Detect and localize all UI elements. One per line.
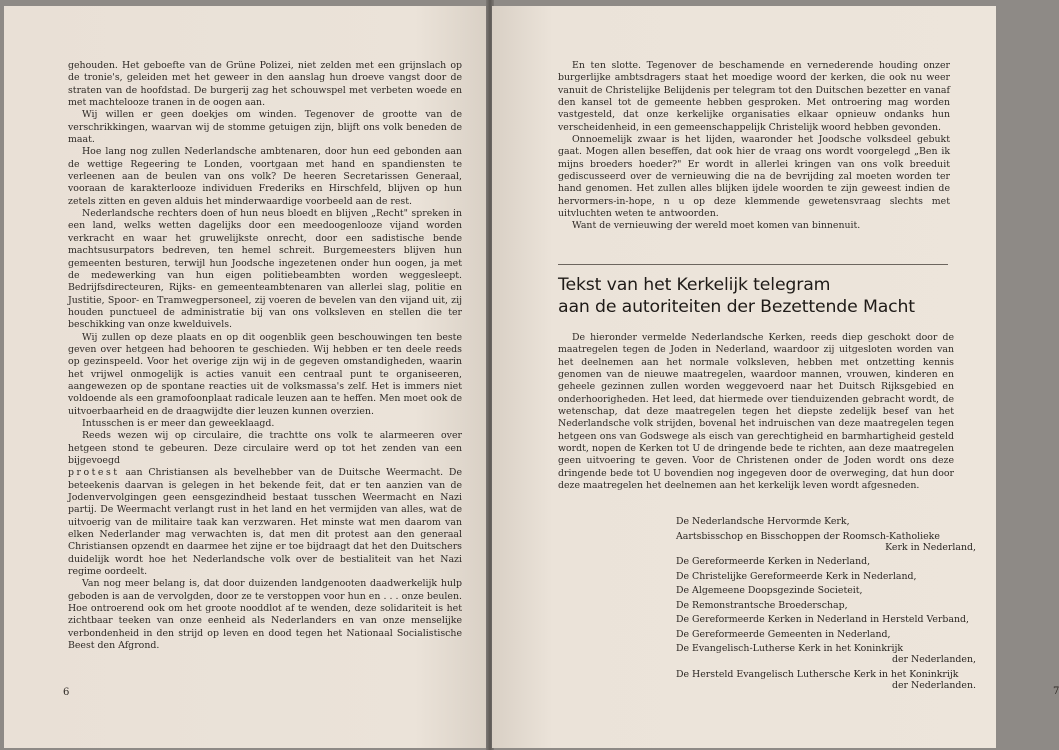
heading-line: aan de autoriteiten der Bezettende Macht bbox=[558, 297, 915, 317]
signatory: De Christelijke Gereformeerde Kerk in Nederland, bbox=[676, 570, 917, 582]
paragraph: Nederlandsche rechters doen of hun neus bloedt en blijven „Recht" spreken in een land, welks wetten dagelijks door een meedoogenlooze vijand worden verkracht en waar het gruwelijkste onrecht, door een sadistische bende machtsusurpators bedreven, ten hemel schreit. Burgemeesters blijven hun gemeenten besturen, terwijl hun Joodsche ingezetenen onder hun oogen, ja met de medewerking van hun eigen politiebeambten worden weggesleept. Bedrijfsdirecteuren, Rijks- en gemeenteambtenaren van allerlei slag, politie en Justitie, Spoor- en Tramwegpersoneel, zij voeren de bevelen van den vijand uit, zij houden punctueel de administratie bij van ons volksleven en stellen die ter beschikking van onze kwelduivels. bbox=[68, 208, 462, 331]
paragraph: Intusschen is er meer dan geweeklaagd. bbox=[82, 417, 275, 429]
signatory: De Evangelisch-Lutherse Kerk in het Koninkrijk der Nederlanden, bbox=[676, 643, 976, 666]
signatory: De Algemeene Doopsgezinde Societeit, bbox=[676, 585, 863, 597]
paragraph: De hieronder vermelde Nederlandsche Kerken, reeds diep geschokt door de maatregelen tegen de Joden in Nederland, waardoor zij uitgesloten worden van het deelnemen aan het normale volksleven, hebben met ontzetting kennis genomen van de nieuwe maatregelen, waardoor mannen, vrouwen, kinderen en geheele gezinnen zullen worden weggevoerd naar het Duitsch Rijksgebied en onderhoorigheden. Het leed, dat hiermede over tienduizenden gebracht wordt, de wetenschap, dat deze maatregelen tegen het diepste zedelijk besef van het Nederlandsche volk strijden, bovenal het indruischen van deze maatregelen tegen hetgeen ons van Godswege als eisch van gerechtigheid en barmhartigheid gesteld wordt, nopen de Kerken tot U de dringende bede te richten, aan deze maatregelen geen uitvoering te geven. Voor de Christenen onder de Joden wordt ons deze dringende bede tot U bovendien nog ingegeven door de overweging, dat hun door deze maatregelen het deelnemen aan het kerkelijk leven wordt afgesneden. bbox=[558, 332, 954, 492]
page-number: 7 bbox=[1053, 686, 1059, 697]
paragraph bbox=[68, 467, 462, 578]
section-divider bbox=[558, 264, 948, 265]
paragraph: Reeds wezen wij op circulaire, die trachtte ons volk te alarmeeren over hetgeen stond te gebeuren. Deze circulaire werd op tot het zenden van een bijgevoegd bbox=[68, 430, 462, 466]
paragraph: Wij zullen op deze plaats en op dit oogenblik geen beschouwingen ten beste geven over hetgeen had behooren te geschieden. Wij hebben er ten deele reeds op gezinspeeld. Voor het overige zijn wij in de gegeven omstandigheden, waarin het vrijwel onmogelijk is acties vanuit een centraal punt te organiseeren, aangewezen op de spontane reacties uit de volksmassa's zelf. Het is immers niet voldoende als een gramofoonplaat radicale leuzen aan te heffen. Men moet ook de uitvoerbaarheid en de draagwijdte dier leuzen kunnen overzien. bbox=[68, 331, 462, 417]
signatory: De Gereformeerde Gemeenten in Nederland, bbox=[676, 628, 891, 640]
signatory: De Hersteld Evangelisch Luthersche Kerk in het Koninkrijk der Nederlanden. bbox=[676, 668, 976, 692]
paragraph: gehouden. Het geboefte van de Grüne Polizei, niet zelden met een grijnslach op de tronie's, geleiden met het geweer in den aanslag hun droeve vangst door de straten van de hoofdstad. De burgerij zag het schouwspel met verbeten woede en met machtelooze tranen in de oogen aan. bbox=[68, 60, 462, 109]
page-number: 6 bbox=[63, 687, 70, 698]
paragraph: Hoe lang nog zullen Nederlandsche ambtenaren, door hun eed gebonden aan de wettige Regeering te Londen, voortgaan met hand en spandiensten te verleenen aan de beulen van ons volk? De heeren Secretarissen Generaal, vooraan de karakterlooze individuen Frederiks en Hirschfeld, blijven op hun zetels zitten en geven alduis het minderwaardige voorbeeld aan de rest. bbox=[68, 146, 462, 207]
right-page-intro bbox=[558, 60, 950, 233]
signatory: Aartsbisschop en Bisschoppen der Roomsch-Katholieke Kerk in Nederland, bbox=[676, 530, 976, 553]
signatory: De Nederlandsche Hervormde Kerk, bbox=[676, 516, 850, 527]
paragraph: Want de vernieuwing der wereld moet komen van binnenuit. bbox=[572, 220, 861, 232]
signatory: De Remonstrantsche Broederschap, bbox=[676, 599, 848, 611]
heading-line: Tekst van het Kerkelijk telegram bbox=[558, 275, 831, 295]
paragraph-continuation: aan Christiansen als bevelhebber van de Duitsche Weermacht. De beteekenis daarvan is gelegen in het bekende feit, dat er ten aanzien van de Jodenvervolgingen geen eensgezindheid bestaat tusschen Weermacht en Nazi partij. De Weermacht verlangt rust in het land en het vermijden van alles, wat de uitvoerig van de militaire taak kan verzwaren. Het minste wat men daarom van elken Nederlander mag verwachten is, dat men dit protest aan den generaal Christiansen opzendt en daarmee het zijne er toe bijdraagt dat het den Duitschers duidelijk wordt hoe het Nederlandsche volk over de bestialiteit van het Nazi regime oordeelt. bbox=[68, 467, 462, 578]
left-page-text bbox=[68, 60, 462, 653]
protest-word: protest bbox=[68, 467, 120, 479]
signatories-list bbox=[676, 516, 976, 695]
paragraph: Onnoemelijk zwaar is het lijden, waaronder het Joodsche volksdeel gebukt gaat. Mogen allen beseffen, dat ook hier de vraag ons wordt voorgelegd „Ben ik mijns broeders hoeder?" Er wordt in allerlei kringen van ons volk breeduit gediscusseerd over de vernieuwing die na de bevrijding zal moeten worden ter hand genomen. Het zullen alles blijken ijdele woorden te zijn geweest indien de hervormers-in-hope, n u op deze klemmende gewetensvraag slechts met uitvluchten weten te antwoorden. bbox=[558, 134, 950, 220]
signatory: De Gereformeerde Kerken in Nederland, bbox=[676, 556, 871, 568]
signatory: De Gereformeerde Kerken in Nederland in Hersteld Verband, bbox=[676, 614, 970, 626]
section-heading bbox=[558, 274, 978, 318]
paragraph: Van nog meer belang is, dat door duizenden landgenooten daadwerkelijk hulp geboden is aan de vervolgden, door ze te verstoppen voor hun en . . . onze beulen. Hoe ontroerend ook om het groote nooddlot af te wenden, deze solidariteit is het zichtbaar teeken van onze eenheid als Nederlanders en van onze menselijke verbondenheid in den strijd op leven en dood tegen het Nationaal Socialistische Beest den Afgrond. bbox=[68, 578, 462, 652]
telegram-text bbox=[558, 332, 954, 492]
paragraph: Wij willen er geen doekjes om winden. Tegenover de grootte van de verschrikkingen, waarvan wij de stomme getuigen zijn, blijft ons volk beneden de maat. bbox=[68, 109, 462, 146]
left-page bbox=[4, 6, 488, 748]
paragraph: En ten slotte. Tegenover de beschamende en vernederende houding onzer burgerlijke ambtsdragers staat het moedige woord der kerken, die ook nu weer vanuit de Christelijke Belijdenis per telegram tot den Duitschen bezetter en vanaf den kansel tot de gemeente hebben gesproken. Met ontroering mag worden vastgesteld, dat onze kerkelijke organisaties elkaar opnieuw ondanks hun verscheidenheid, in een gemeenschappelijk Christelijk woord hebben gevonden. bbox=[558, 60, 950, 133]
